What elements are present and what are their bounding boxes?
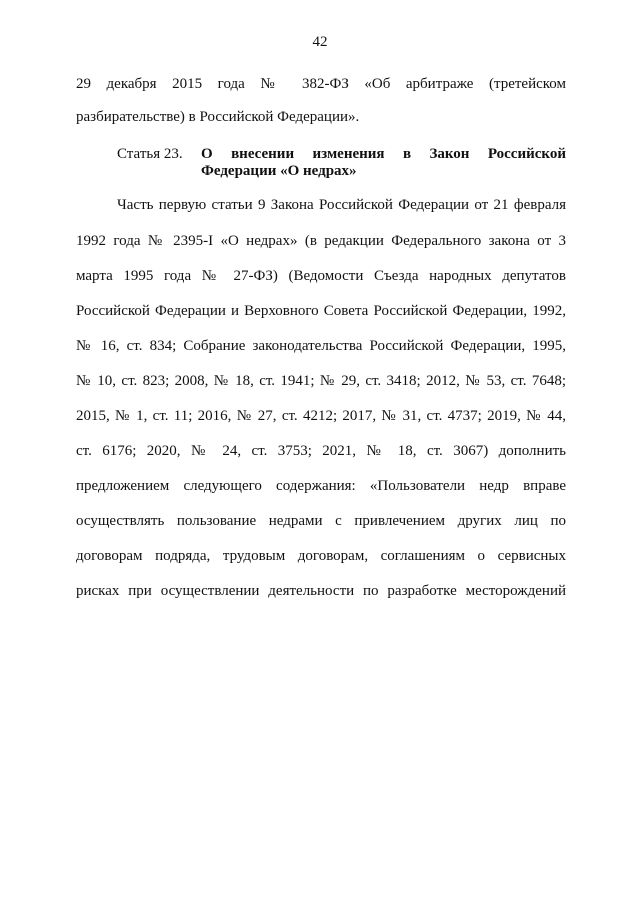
body-line-9: предложением следующего содержания: «Пользователи недр вправе xyxy=(76,478,566,494)
article-title-line-1: О внесении изменения в Закон Российской xyxy=(201,146,566,162)
body-line-10: осуществлять пользование недрами с привлечением других лиц по xyxy=(76,513,566,529)
article-label: Статья 23. xyxy=(117,146,183,162)
body-line-3: марта 1995 года № 27-ФЗ) (Ведомости Съезда народных депутатов xyxy=(76,268,566,284)
body-line-2: 1992 года № 2395-I «О недрах» (в редакции Федерального закона от 3 xyxy=(76,233,566,249)
body-line-6: № 10, ст. 823; 2008, № 18, ст. 1941; № 29, ст. 3418; 2012, № 53, ст. 7648; xyxy=(76,373,566,389)
intro-line-1: 29 декабря 2015 года № 382-ФЗ «Об арбитраже (третейском xyxy=(76,76,566,92)
body-line-5: № 16, ст. 834; Собрание законодательства Российской Федерации, 1995, xyxy=(76,338,566,354)
page-number: 42 xyxy=(312,34,328,50)
body-line-12: рисках при осуществлении деятельности по разработке месторождений xyxy=(76,583,566,599)
body-line-1: Часть первую статьи 9 Закона Российской Федерации от 21 февраля xyxy=(117,197,566,213)
body-line-11: договорам подряда, трудовым договорам, соглашениям о сервисных xyxy=(76,548,566,564)
body-line-4: Российской Федерации и Верховного Совета Российской Федерации, 1992, xyxy=(76,303,566,319)
article-title-line-2: Федерации «О недрах» xyxy=(201,163,357,179)
body-line-8: ст. 6176; 2020, № 24, ст. 3753; 2021, № 18, ст. 3067) дополнить xyxy=(76,443,566,459)
body-line-7: 2015, № 1, ст. 11; 2016, № 27, ст. 4212; 2017, № 31, ст. 4737; 2019, № 44, xyxy=(76,408,566,424)
intro-line-2: разбирательстве) в Российской Федерации». xyxy=(76,109,360,125)
